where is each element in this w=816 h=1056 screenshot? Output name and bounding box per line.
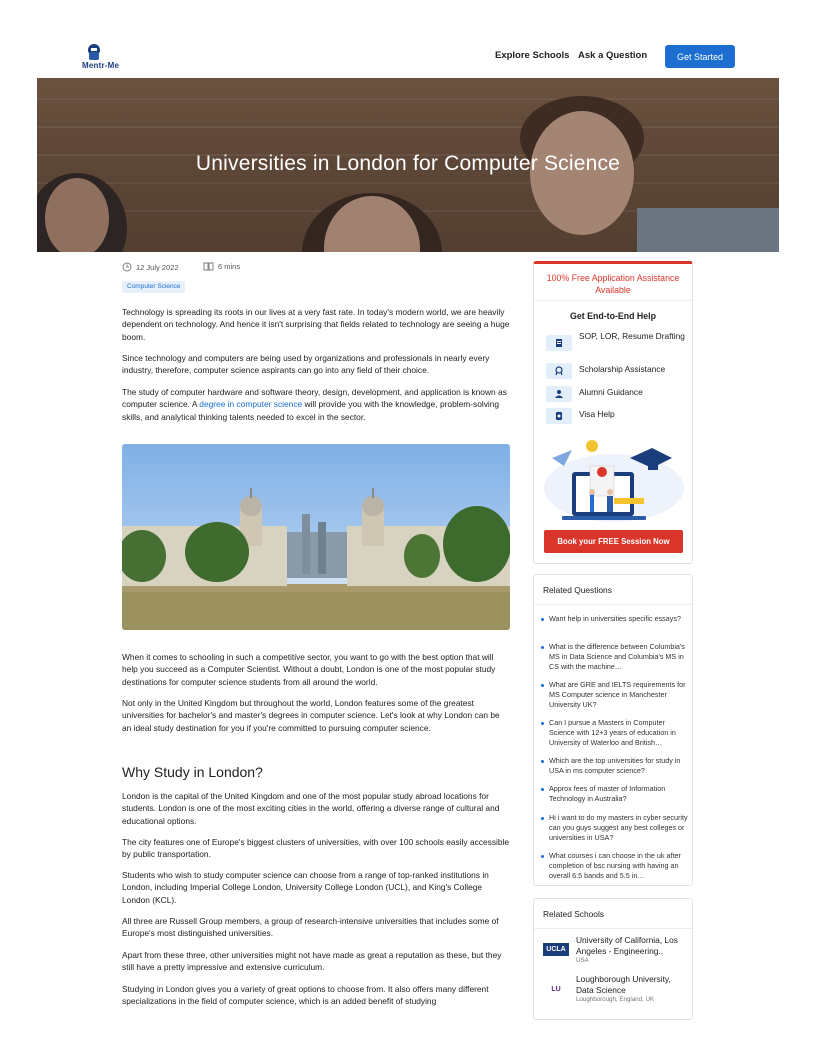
book-session-button[interactable]: Book your FREE Session Now [544,530,683,553]
brand-name[interactable]: Mentr-Me [82,61,120,70]
related-schools-title: Related Schools [543,909,604,919]
bullet-icon [541,760,544,763]
bullet-icon [541,618,544,621]
school-location: Loughborough, England, UK [576,996,655,1003]
article-paragraph: Students who wish to study computer science can choose from a range of top-ranked institutions in London, including Imperial College London, University College London (UCL), and King's College London (KCL). [122,870,489,905]
school-name[interactable]: University of California, Los Angeles - Engineering.. [576,935,678,956]
related-questions-title: Related Questions [543,585,612,595]
feature-alumni: Alumni Guidance [579,387,643,397]
assistance-header: 100% Free Application Assistance Available [546,273,680,295]
get-started-button[interactable]: Get Started [665,45,735,68]
related-question-item[interactable]: Approx fees of master of Information Technology in Australia? [549,784,666,803]
article-paragraph: All three are Russell Group members, a group of research-intensive universities that includes some of Europe's most distinguished universities. [122,916,499,939]
divider [534,928,692,929]
article-paragraph: Not only in the United Kingdom but throughout the world, London features some of the greatest universities for bachelor's and master's degrees in computer science. Let's look at why London can be an ideal study destination for you if you're committed to pursuing computer science. [122,698,500,733]
alumni-icon [546,386,572,402]
nav-explore-schools[interactable]: Explore Schools [495,50,570,61]
bullet-icon [541,684,544,687]
nav-ask-question[interactable]: Ask a Question [578,50,648,61]
feature-visa: Visa Help [579,409,615,419]
article-paragraph: The city features one of Europe's biggest clusters of universities, with over 100 schools easily accessible by public transportation. [122,837,510,860]
loughborough-logo[interactable]: LU [543,983,569,996]
section-heading: Why Study in London? [122,764,263,780]
greenwich-building-image [122,444,510,630]
related-question-item[interactable]: Want help in universities specific essays? [549,614,681,623]
related-question-item[interactable]: Which are the top universities for study in USA in ms computer science? [549,756,681,775]
assistance-subheader: Get End-to-End Help [569,311,656,321]
bullet-icon [541,646,544,649]
paragraph-text: The study of computer hardware and software theory, design, development, and application is known as computer science. A [122,387,507,410]
feature-sop-lor: SOP, LOR, Resume Drafting [579,331,685,341]
article-paragraph: London is the capital of the United Kingdom and one of the most popular study abroad locations for students. London is one of the most exciting cities in the world, offering a diverse range of cultural and educational options. [122,791,500,826]
related-question-item[interactable]: Hi i want to do my masters in cyber security can you guys suggest any best colleges or universities in USA? [549,813,688,842]
scholarship-icon [546,363,572,379]
read-time [203,262,240,271]
passport-icon [546,408,572,424]
article-paragraph: Since technology and computers are being used by organizations and professionals in nearly every industry, therefore, computer science aspirants can go into any field of their choice. [122,353,490,376]
related-question-item[interactable]: Can I pursue a Masters in Computer Science with 12+3 years of education in University of Waterloo and British… [549,718,676,747]
divider [534,300,692,301]
degree-link[interactable]: degree in computer science [199,399,303,410]
assistance-card [533,261,693,564]
school-name[interactable]: Loughborough University, Data Science [576,974,671,995]
bullet-icon [541,722,544,725]
hero-banner [37,78,779,252]
related-question-item[interactable]: What is the difference between Columbia's MS in Data Science and Columbia's MS in CS with the machine… [549,642,685,671]
school-location: USA [576,957,589,964]
ucla-logo[interactable]: UCLA [543,943,569,956]
divider [534,604,692,605]
book-icon [203,262,214,271]
article-paragraph: Apart from these three, other universities might not have made as great a reputation as these, but they still have a pretty impressive and extensive curriculum. [122,950,502,973]
article-paragraph: Technology is spreading its roots in our lives at a very fast rate. In today's modern world, we are heavily dependent on technology. And hence it isn't surprising that fields related to technology are seeing a huge boom. [122,307,510,342]
bullet-icon [541,788,544,791]
article-paragraph: Studying in London gives you a variety of great options to choose from. It also offers many different specializations in the field of computer science, which is an added benefit of studying [122,984,489,1007]
bullet-icon [541,817,544,820]
related-questions-panel [533,574,693,886]
category-tag[interactable]: Computer Science [122,281,185,293]
article-paragraph: When it comes to schooling in such a competitive sector, you want to go with the best option that will help you succeed as a Computer Scientist. Without a doubt, London is one of the most popular study destinations for computer science students from all around the world. [122,652,496,687]
related-schools-panel [533,898,693,1020]
read-time-text: 6 mins [218,262,241,271]
greenwich-photo [122,444,510,630]
feature-scholarship: Scholarship Assistance [579,364,666,374]
post-date [122,262,179,272]
graduation-illustration [544,436,684,524]
paragraph-text: will provide you with the knowledge, problem-solving skills, and analytical thinking talents needed to excel in the sector. [122,399,500,422]
article-paragraph [122,386,510,423]
related-question-item[interactable]: What are GRE and IELTS requirements for MS Computer science in Manchester University UK? [549,680,686,709]
bullet-icon [541,855,544,858]
document-icon [546,335,572,351]
site-header [0,0,816,78]
related-question-item[interactable]: What courses i can choose in the uk after completion of bsc nursing with having an overall 6.5 bands and 5.5 in… [549,851,681,880]
clock-icon [122,262,132,272]
post-date-text: 12 July 2022 [136,262,179,272]
page-title: Universities in London for Computer Science [195,152,621,175]
